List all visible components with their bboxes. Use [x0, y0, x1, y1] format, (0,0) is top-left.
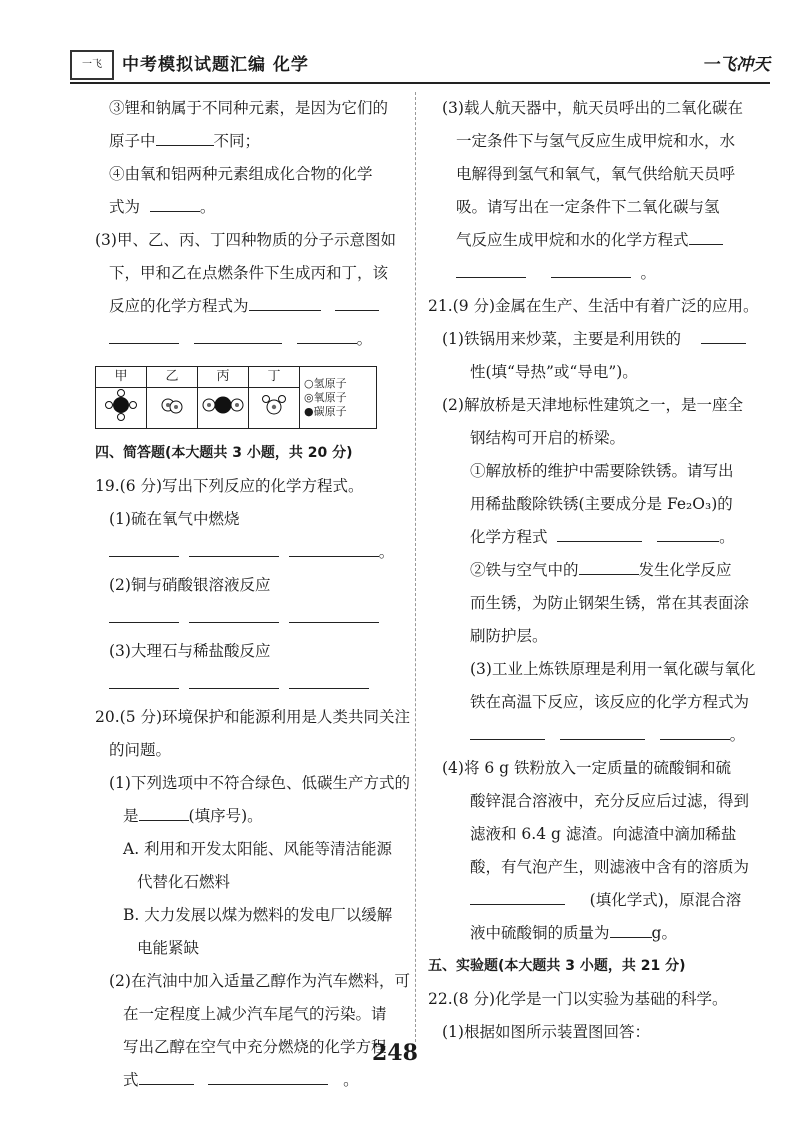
answer-blank[interactable] — [109, 538, 179, 557]
page-header — [70, 48, 770, 78]
answer-blank[interactable] — [470, 886, 565, 905]
table-header: 甲 — [96, 367, 147, 388]
text-line: ②铁与空气中的 发生化学反应 — [428, 554, 773, 587]
molecule-water-icon — [249, 388, 300, 429]
left-column — [95, 92, 413, 1097]
answer-blank[interactable] — [560, 721, 645, 740]
text-line: 下，甲和乙在点燃条件下生成丙和丁，该 — [109, 264, 389, 282]
text-line: 液中硫酸铜的质量为 g。 — [428, 917, 773, 950]
text-line: 式 。 — [95, 1064, 413, 1097]
column-divider — [415, 92, 416, 1042]
text-line: 。 — [428, 257, 773, 290]
section-heading: 五、实验题(本大题共 3 小题，共 21 分) — [428, 958, 686, 974]
answer-blank[interactable] — [456, 259, 526, 278]
answer-blank[interactable] — [335, 292, 379, 311]
right-column — [428, 92, 773, 1049]
text-line: ④由氧和铝两种元素组成化合物的化学 — [109, 165, 373, 183]
answer-blank[interactable] — [189, 538, 279, 557]
text-line — [95, 602, 413, 635]
text-line: (2)在汽油中加入适量乙醇作为汽车燃料，可 — [109, 972, 410, 990]
answer-blank[interactable] — [109, 604, 179, 623]
text-line: 反应的化学方程式为 — [95, 290, 413, 323]
answer-blank[interactable] — [551, 259, 631, 278]
text-line: 电解得到氢气和氧气，氧气供给航天员呼 — [456, 165, 736, 183]
text-line: 滤液和 6.4 g 滤渣。向滤渣中滴加稀盐 — [470, 825, 737, 843]
answer-blank[interactable] — [579, 556, 639, 575]
text-line: 的问题。 — [109, 741, 172, 759]
text-line: (3)大理石与稀盐酸反应 — [109, 642, 271, 660]
answer-blank[interactable] — [297, 325, 357, 344]
text-line: (1)下列选项中不符合绿色、低碳生产方式的 — [109, 774, 410, 792]
text-line: (2)解放桥是天津地标性建筑之一，是一座全 — [442, 396, 743, 414]
answer-blank[interactable] — [109, 670, 179, 689]
text-line: 酸锌混合溶液中，充分反应后过滤，得到 — [470, 792, 750, 810]
text-line: (2)铜与硝酸银溶液反应 — [109, 576, 271, 594]
header-title: 中考模拟试题汇编 化学 — [122, 55, 309, 75]
answer-blank[interactable] — [208, 1066, 328, 1085]
text-line: (4)将 6 g 铁粉放入一定质量的硫酸铜和硫 — [442, 759, 732, 777]
answer-blank[interactable] — [657, 523, 719, 542]
table-header: 乙 — [147, 367, 198, 388]
answer-blank[interactable] — [109, 325, 179, 344]
text-line: 性(填“导热”或“导电”)。 — [470, 363, 638, 381]
legend-oxygen: ◎氧原子 — [304, 390, 347, 404]
answer-blank[interactable] — [139, 1066, 194, 1085]
text-line: (3)甲、乙、丙、丁四种物质的分子示意图如 — [95, 231, 396, 249]
text-line: 一定条件下与氢气反应生成甲烷和水，水 — [456, 132, 736, 150]
text-line: 吸。请写出在一定条件下二氧化碳与氢 — [456, 198, 720, 216]
text-line: (1)根据如图所示装置图回答： — [442, 1023, 650, 1041]
text-line: 气反应生成甲烷和水的化学方程式 — [428, 224, 773, 257]
text-line: 用稀盐酸除铁锈(主要成分是 Fe₂O₃)的 — [470, 495, 733, 513]
table-header: 丁 — [249, 367, 300, 388]
molecule-co2-icon — [198, 388, 249, 429]
answer-blank[interactable] — [689, 226, 723, 245]
molecule-oxygen-icon — [147, 388, 198, 429]
text-line: 电能紧缺 — [137, 939, 200, 957]
text-line: 代替化石燃料 — [137, 873, 231, 891]
answer-blank[interactable] — [156, 127, 214, 146]
text-line: 在一定程度上减少汽车尾气的污染。请 — [123, 1005, 387, 1023]
header-brand: 一飞冲天 — [702, 55, 770, 75]
question-title: 21.(9 分)金属在生产、生活中有着广泛的应用。 — [428, 297, 759, 315]
text-line: 原子中 不同； — [95, 125, 413, 158]
option-b: B. 大力发展以煤为燃料的发电厂以缓解 — [123, 906, 393, 924]
answer-blank[interactable] — [189, 670, 279, 689]
text-line: (1)硫在氧气中燃烧 — [109, 510, 240, 528]
text-line: 化学方程式 。 — [428, 521, 773, 554]
text-line: ①解放桥的维护中需要除铁锈。请写出 — [470, 462, 734, 480]
answer-blank[interactable] — [189, 604, 279, 623]
question-title: 20.(5 分)环境保护和能源利用是人类共同关注 — [95, 708, 411, 726]
answer-blank[interactable] — [289, 670, 369, 689]
question-title: 22.(8 分)化学是一门以实验为基础的科学。 — [428, 990, 728, 1008]
molecule-table — [95, 366, 377, 429]
option-a: A. 利用和开发太阳能、风能等清洁能源 — [123, 840, 393, 858]
answer-blank[interactable] — [610, 919, 652, 938]
text-line: 铁在高温下反应，该反应的化学方程式为 — [470, 693, 750, 711]
logo: 一飞 — [70, 50, 114, 80]
text-line: 。 — [95, 323, 413, 356]
answer-blank[interactable] — [249, 292, 321, 311]
answer-blank[interactable] — [557, 523, 642, 542]
legend-carbon: ●碳原子 — [304, 404, 347, 418]
text-line: 是 (填序号)。 — [95, 800, 413, 833]
text-line: 钢结构可开启的桥梁。 — [470, 429, 626, 447]
answer-blank[interactable] — [701, 325, 746, 344]
text-line: 式为 。 — [95, 191, 413, 224]
text-line: 。 — [428, 719, 773, 752]
text-line: 写出乙醇在空气中充分燃烧的化学方程 — [123, 1038, 387, 1056]
question-title: 19.(6 分)写出下列反应的化学方程式。 — [95, 477, 364, 495]
answer-blank[interactable] — [194, 325, 282, 344]
text-line: 刷防护层。 — [470, 627, 548, 645]
legend-hydrogen: ○氢原子 — [304, 376, 347, 390]
text-line: (3)载人航天器中，航天员呼出的二氧化碳在 — [442, 99, 743, 117]
answer-blank[interactable] — [660, 721, 730, 740]
molecule-methane-icon — [96, 388, 147, 429]
text-line: ③锂和钠属于不同种元素，是因为它们的 — [109, 99, 389, 117]
table-header: 丙 — [198, 367, 249, 388]
text-line: (填化学式)，原混合溶 — [428, 884, 773, 917]
header-rule — [70, 82, 770, 84]
text-line — [95, 668, 413, 701]
answer-blank[interactable] — [470, 721, 545, 740]
atom-legend — [300, 367, 377, 429]
text-line: 而生锈，为防止钢架生锈，常在其表面涂 — [470, 594, 750, 612]
text-line: (1)铁锅用来炒菜，主要是利用铁的 — [428, 323, 773, 356]
answer-blank[interactable] — [289, 604, 379, 623]
answer-blank[interactable] — [139, 802, 189, 821]
text-line: (3)工业上炼铁原理是利用一氧化碳与氧化 — [470, 660, 756, 678]
answer-blank[interactable] — [150, 193, 200, 212]
section-heading: 四、简答题(本大题共 3 小题，共 20 分) — [95, 445, 353, 461]
answer-blank[interactable] — [289, 538, 379, 557]
text-line: 酸，有气泡产生，则滤液中含有的溶质为 — [470, 858, 750, 876]
text-line: 。 — [95, 536, 413, 569]
page-number: 248 — [372, 1040, 418, 1066]
